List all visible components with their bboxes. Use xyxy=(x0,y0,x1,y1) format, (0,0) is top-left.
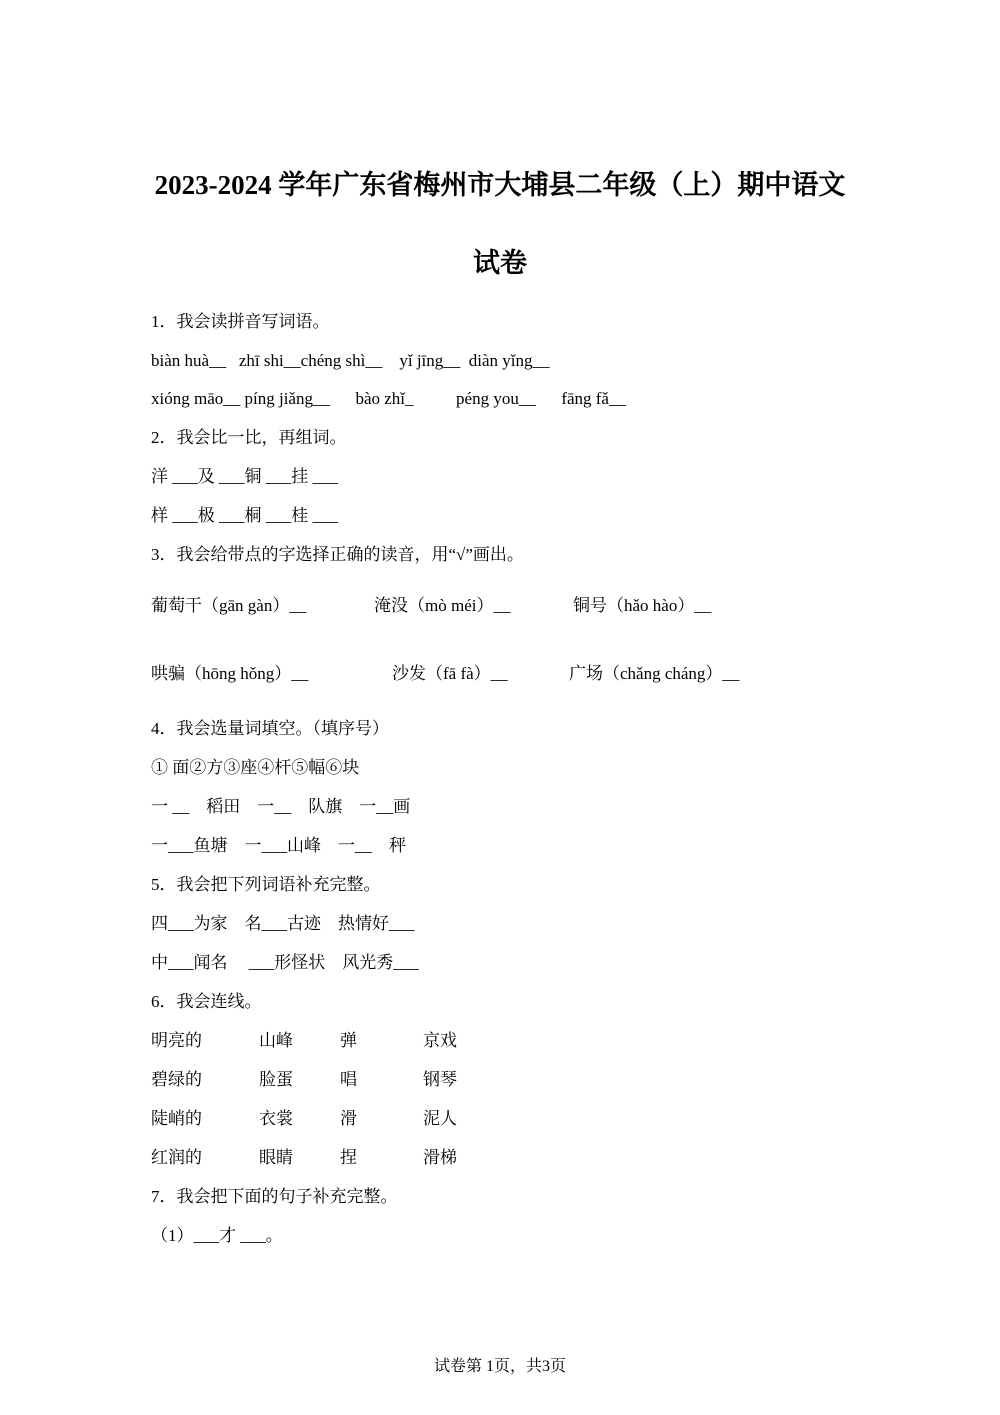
question-3-item: 铜号（hǎo hào）__ xyxy=(573,596,712,615)
question-7-item-1: （1）___才 ___。 xyxy=(151,1226,283,1245)
question-4-heading: 4．我会选量词填空。（填序号） xyxy=(151,719,389,738)
match-right-noun: 滑梯 xyxy=(423,1148,457,1167)
match-left-noun: 眼睛 xyxy=(259,1148,293,1167)
match-right-noun: 泥人 xyxy=(423,1109,457,1128)
match-left-adjective: 红润的 xyxy=(151,1148,202,1167)
match-right-verb: 捏 xyxy=(340,1148,357,1167)
match-right-noun: 钢琴 xyxy=(423,1070,457,1089)
match-left-noun: 衣裳 xyxy=(259,1109,293,1128)
question-3-item: 淹没（mò méi）__ xyxy=(374,596,511,615)
title-line-2: 试卷 xyxy=(473,248,527,278)
match-left-adjective: 碧绿的 xyxy=(151,1070,202,1089)
match-right-verb: 滑 xyxy=(340,1109,357,1128)
page-footer: 试卷第 1页，共3页 xyxy=(433,1358,566,1375)
question-5-heading: 5．我会把下列词语补充完整。 xyxy=(151,875,381,894)
question-4-row-1: 一 __ 稻田 一__ 队旗 一__画 xyxy=(151,797,411,816)
question-1-heading: 1．我会读拼音写词语。 xyxy=(151,312,330,331)
question-2-row-2: 样 ___极 ___桐 ___桂 ___ xyxy=(151,506,338,525)
question-3-item: 广场（chǎng cháng）__ xyxy=(569,664,740,683)
question-7-heading: 7．我会把下面的句子补充完整。 xyxy=(151,1187,398,1206)
match-left-adjective: 明亮的 xyxy=(151,1031,202,1050)
question-6-heading: 6．我会连线。 xyxy=(151,992,262,1011)
match-right-noun: 京戏 xyxy=(423,1031,457,1050)
question-2-row-1: 洋 ___及 ___铜 ___挂 ___ xyxy=(151,467,338,486)
question-1-row-2: xióng māo__ píng jiǎng__ bào zhǐ_ péng you__ fāng fǎ__ xyxy=(151,389,626,408)
match-right-verb: 唱 xyxy=(340,1070,357,1089)
match-left-adjective: 陡峭的 xyxy=(151,1109,202,1128)
question-4-row-2: 一___鱼塘 一___山峰 一__ 秤 xyxy=(151,836,406,855)
question-3-item: 哄骗（hōng hǒng）__ xyxy=(151,664,309,683)
match-right-verb: 弹 xyxy=(340,1031,357,1050)
question-3-heading: 3．我会给带点的字选择正确的读音，用“√”画出。 xyxy=(151,545,524,564)
question-3-item: 沙发（fā fà）__ xyxy=(392,664,508,683)
match-left-noun: 山峰 xyxy=(259,1031,293,1050)
question-2-heading: 2．我会比一比，再组词。 xyxy=(151,428,347,447)
question-4-options: ① 面②方③座④杆⑤幅⑥块 xyxy=(151,758,360,777)
question-5-row-2: 中___闻名 ___形怪状 风光秀___ xyxy=(151,953,419,972)
title-line-1: 2023-2024 学年广东省梅州市大埔县二年级（上）期中语文 xyxy=(154,170,846,200)
question-3-item: 葡萄干（gān gàn）__ xyxy=(151,596,307,615)
match-left-noun: 脸蛋 xyxy=(259,1070,293,1089)
question-5-row-1: 四___为家 名___古迹 热情好___ xyxy=(151,914,415,933)
question-1-row-1: biàn huà__ zhī shi__chéng shì__ yǐ jīng__ diàn yǐng__ xyxy=(151,351,550,370)
